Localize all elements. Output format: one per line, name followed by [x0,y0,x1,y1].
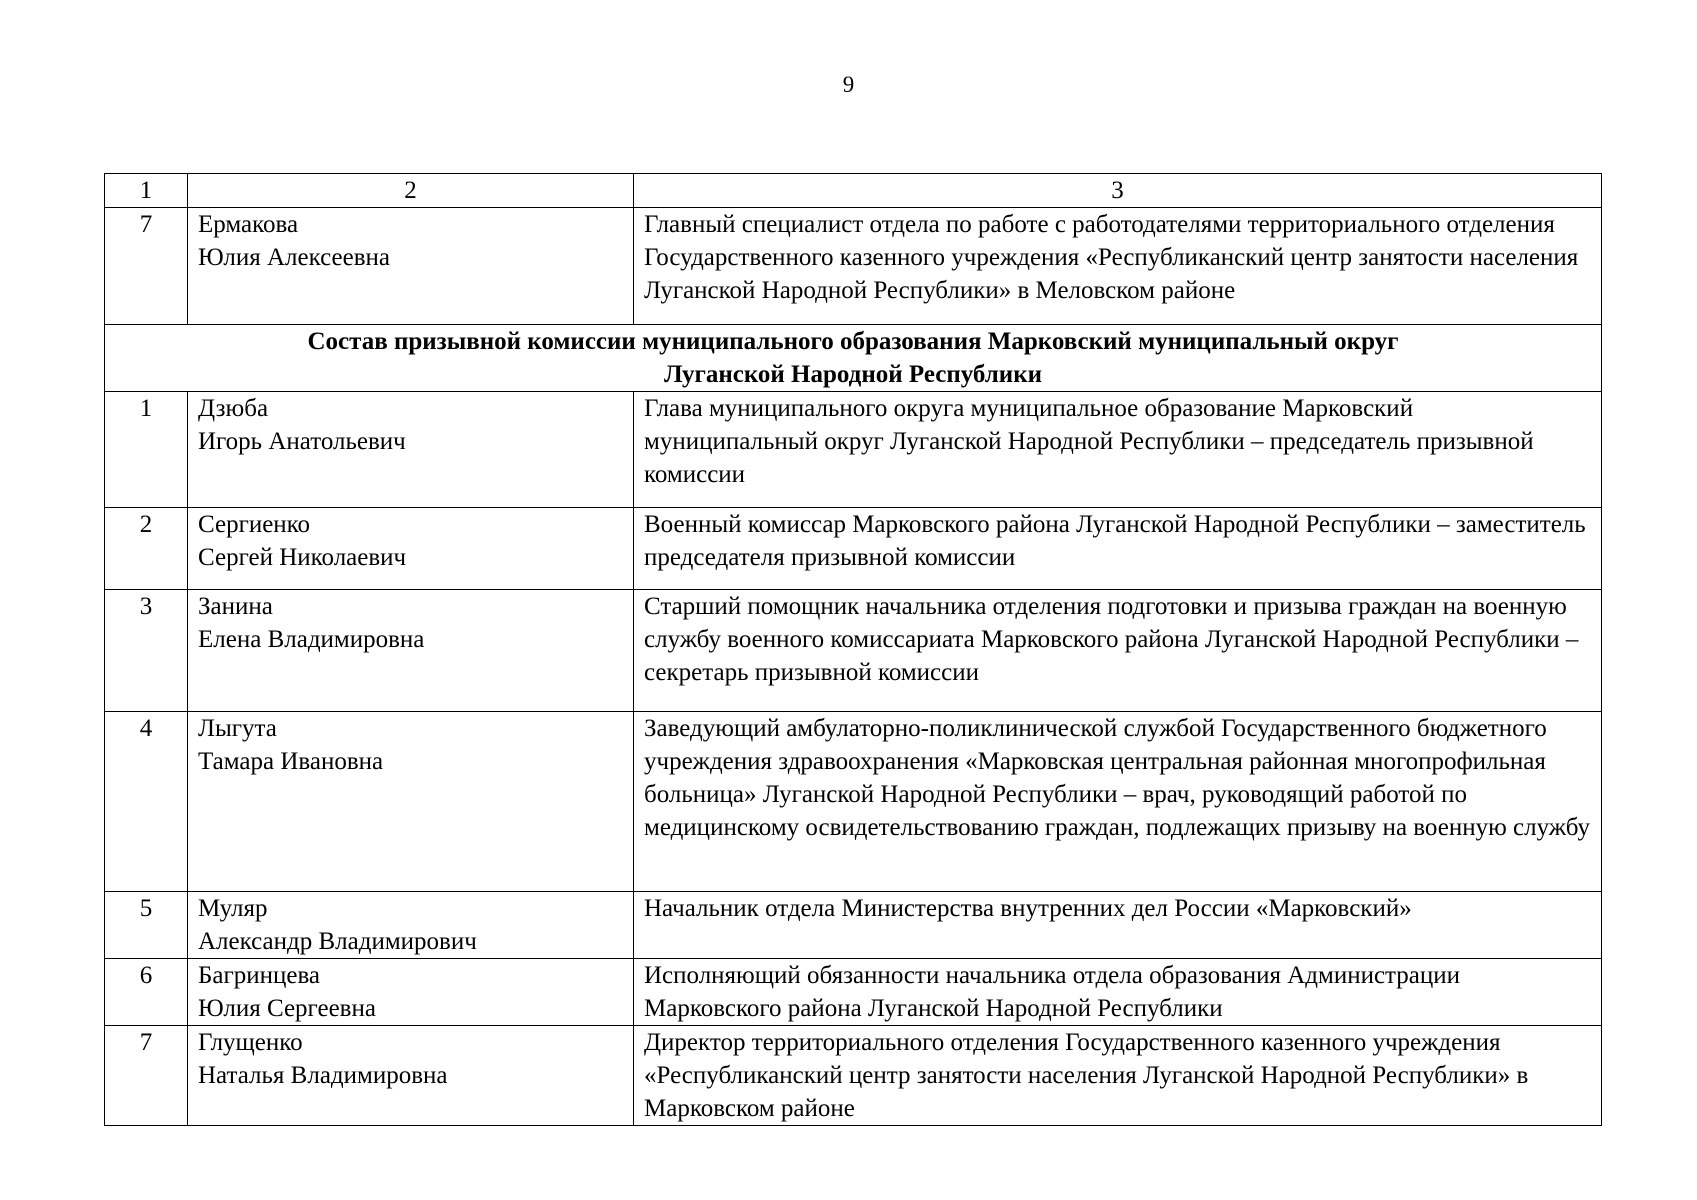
section-heading [105,325,1602,392]
row-number: 7 [105,1026,188,1126]
header-col-2: 2 [188,174,634,208]
row-number: 2 [105,508,188,590]
table-row [105,208,1602,325]
member-given-name: Александр Владимирович [198,928,477,955]
member-surname: Муляр [198,895,268,922]
member-position: Старший помощник начальника отделения подготовки и призыва граждан на военную службу военного комиссариата Марковского района Луганской Народной Республики – секретарь призывной комиссии [634,590,1602,712]
table-row [105,712,1602,892]
member-surname: Дзюба [198,395,269,422]
member-position: Заведующий амбулаторно-поликлинической службой Государственного бюджетного учреждения здравоохранения «Марковская центральная районная многопрофильная больница» Луганской Народной Республики – врач, руководящий работой по медицинскому освидетельствованию граждан, подлежащих призыву на военную службу [634,712,1602,892]
page-number: 9 [842,72,855,97]
member-name [188,590,634,712]
member-surname: Лыгута [198,715,277,742]
member-position: Военный комиссар Марковского района Луганской Народной Республики – заместитель председателя призывной комиссии [634,508,1602,590]
member-position: Главный специалист отдела по работе с работодателями территориального отделения Государственного казенного учреждения «Республиканский центр занятости населения Луганской Народной Республики» в Меловском районе [634,208,1602,325]
member-position: Директор территориального отделения Государственного казенного учреждения «Республиканский центр занятости населения Луганской Народной Республики» в Марковском районе [634,1026,1602,1126]
member-surname: Сергиенко [198,511,311,538]
member-surname: Багринцева [198,962,321,989]
member-name [188,1026,634,1126]
table-row [105,959,1602,1026]
member-position: Исполняющий обязанности начальника отдела образования Администрации Марковского района Луганской Народной Республики [634,959,1602,1026]
member-name [188,208,634,325]
member-given-name: Юлия Алексеевна [198,244,390,271]
row-number: 6 [105,959,188,1026]
header-col-3: 3 [634,174,1602,208]
table-row [105,590,1602,712]
member-name [188,959,634,1026]
member-surname: Занина [198,593,273,620]
section-heading-row [105,325,1602,392]
member-name [188,892,634,959]
section-heading-line-2: Луганской Народной Республики [663,361,1043,388]
commission-table [104,173,1602,1126]
row-number: 3 [105,590,188,712]
table-row [105,892,1602,959]
member-name [188,392,634,508]
table-row [105,392,1602,508]
member-position: Начальник отдела Министерства внутренних дел России «Марковский» [634,892,1602,959]
member-given-name: Сергей Николаевич [198,544,407,571]
table-row [105,508,1602,590]
section-heading-line-1: Состав призывной комиссии муниципального образования Марковский муниципальный округ [307,328,1399,355]
member-given-name: Наталья Владимировна [198,1062,448,1089]
row-number: 1 [105,392,188,508]
row-number: 5 [105,892,188,959]
table-header-row [105,174,1602,208]
member-given-name: Тамара Ивановна [198,748,384,775]
member-surname: Ермакова [198,211,299,238]
header-col-1: 1 [105,174,188,208]
member-name [188,712,634,892]
table-row [105,1026,1602,1126]
row-number: 4 [105,712,188,892]
row-number: 7 [105,208,188,325]
member-position: Глава муниципального округа муниципальное образование Марковский муниципальный округ Луганской Народной Республики – председатель призывной комиссии [634,392,1602,508]
member-given-name: Игорь Анатольевич [198,428,406,455]
member-given-name: Елена Владимировна [198,626,425,653]
member-surname: Глущенко [198,1029,303,1056]
member-name [188,508,634,590]
member-given-name: Юлия Сергеевна [198,995,376,1022]
